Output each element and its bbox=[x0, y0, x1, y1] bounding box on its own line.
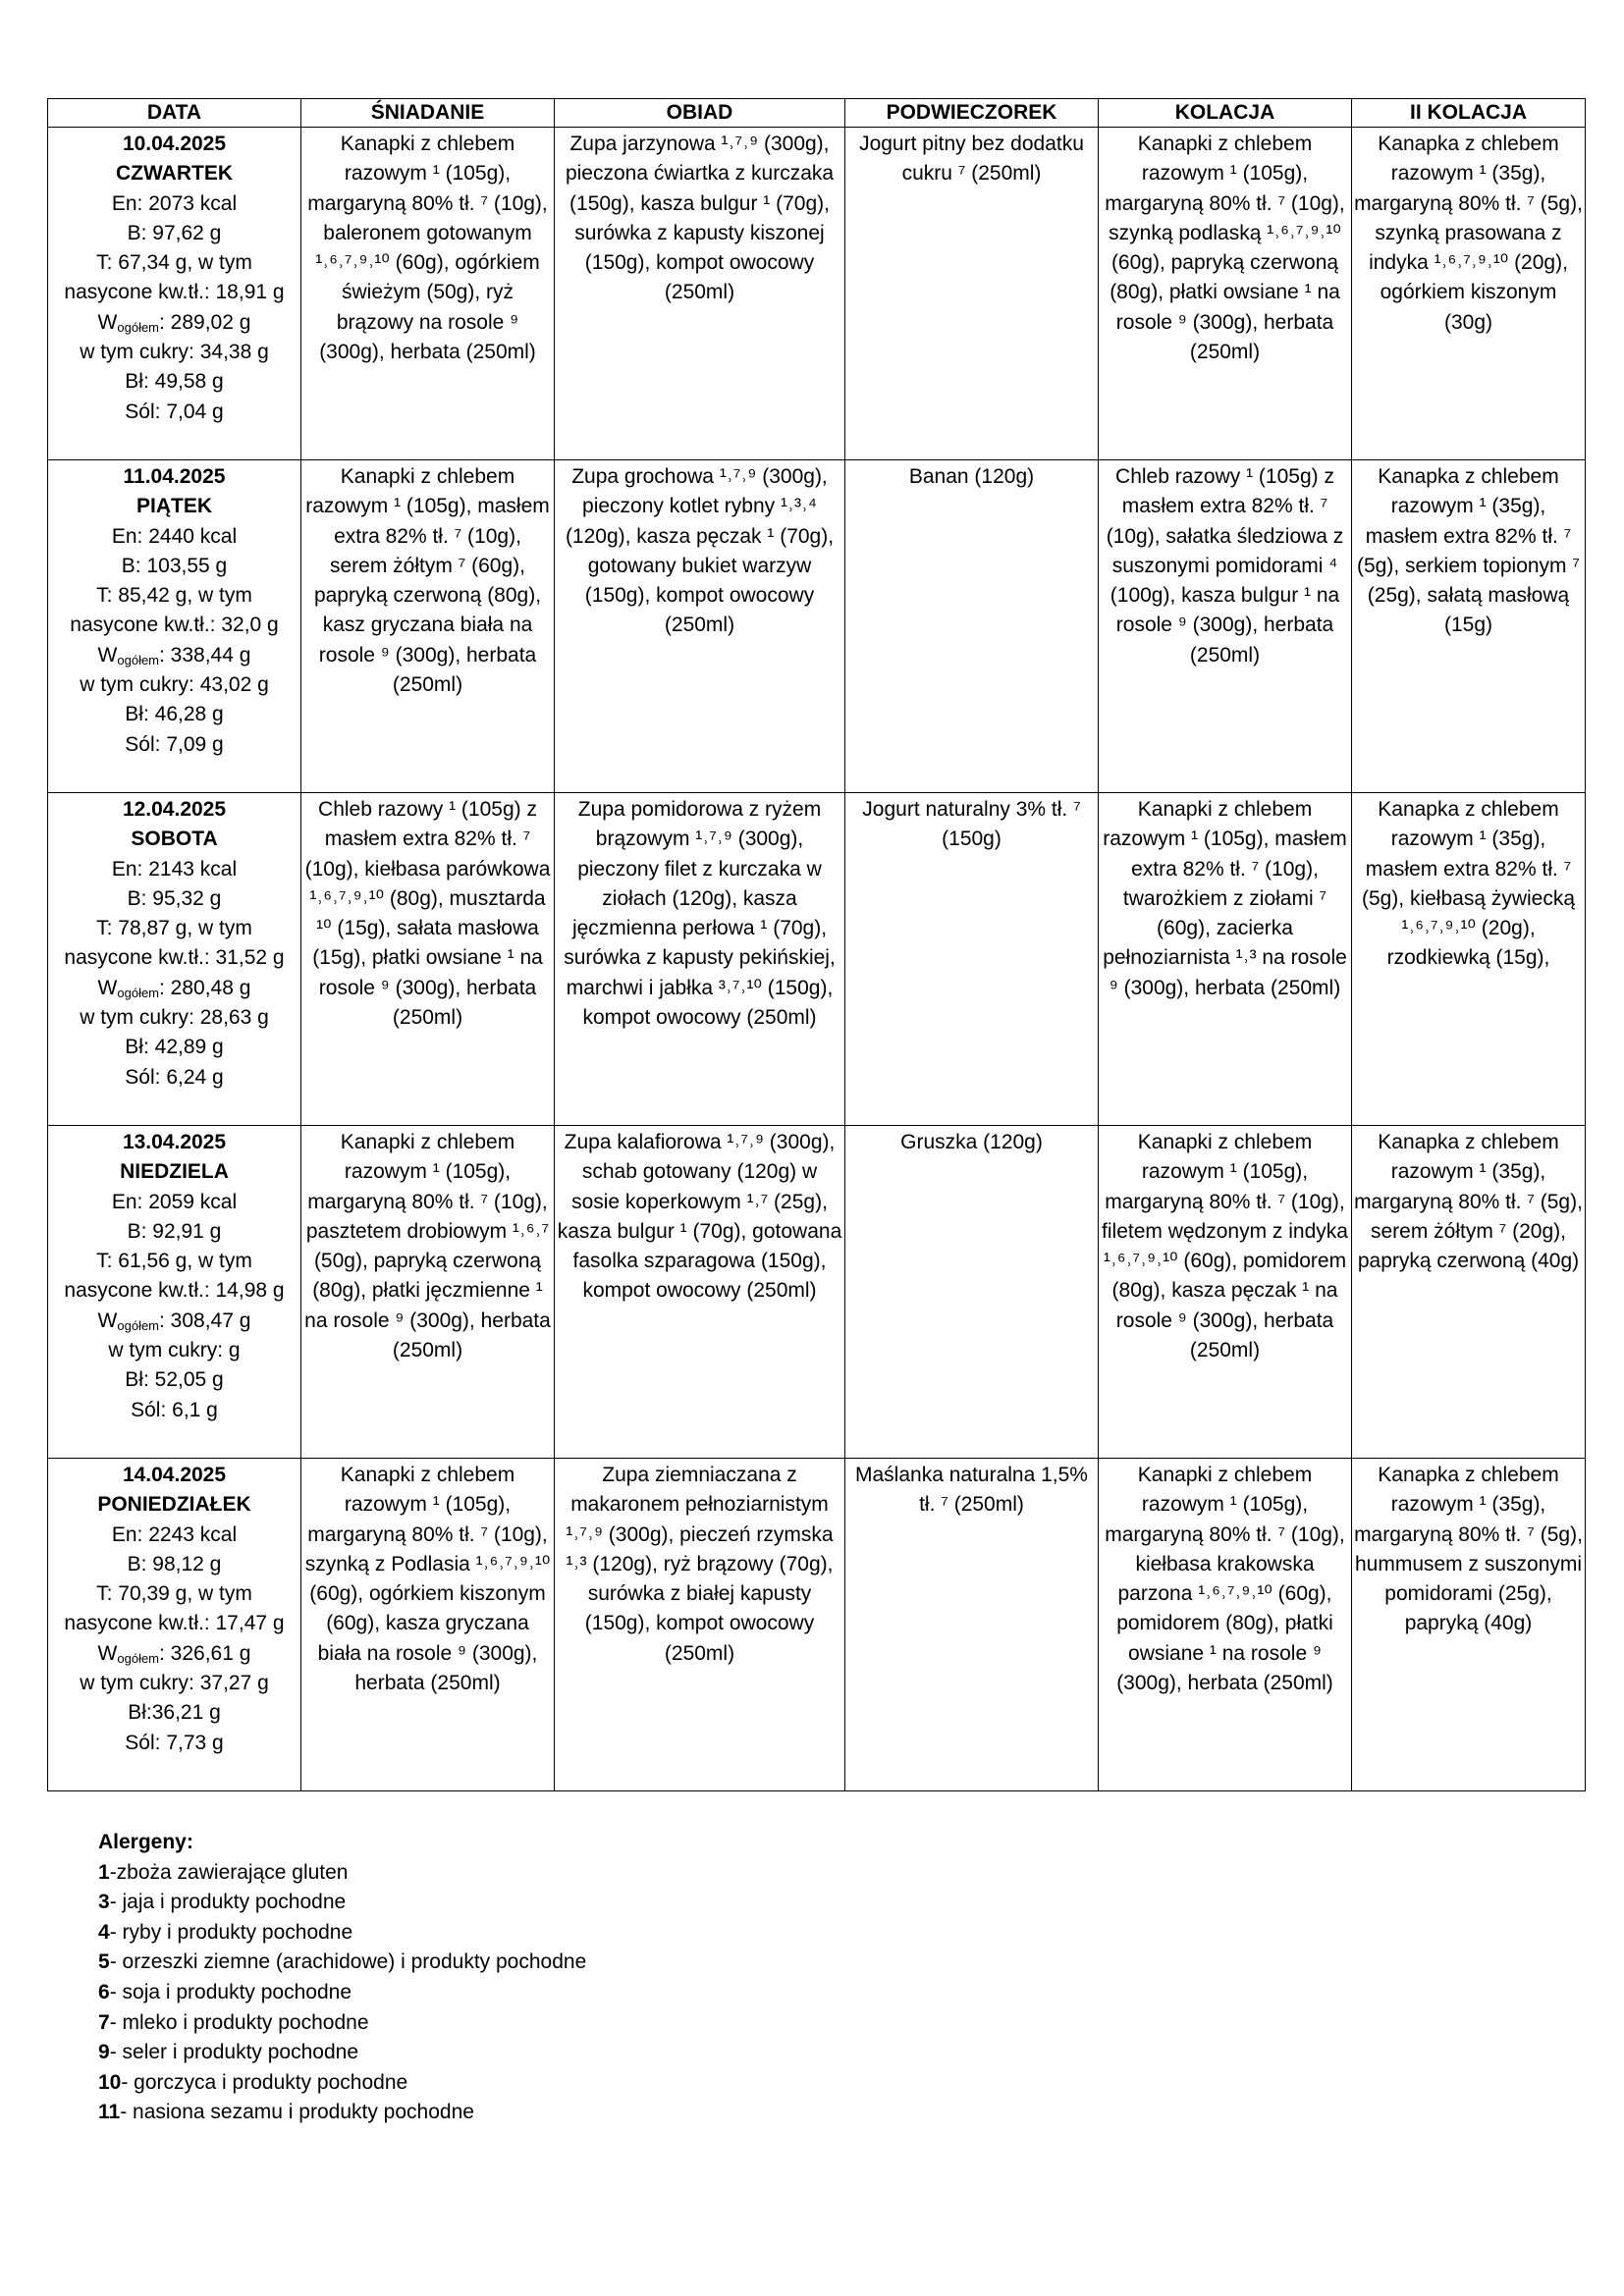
saturated-fat: nasycone kw.tł.: 32,0 g bbox=[70, 614, 279, 637]
dinner-cell: Kanapki z chlebem razowym ¹ (105g), margaryną 80% tł. ⁷ (10g), szynką podlaską ¹˒⁶˒⁷˒⁹˒¹⁰ (60g), papryką czerwoną (80g), płatki owsiane ¹ na rosole ⁹ (300g), herbata (250ml) bbox=[1099, 128, 1352, 460]
salt: Sól: 7,73 g bbox=[125, 1731, 224, 1754]
weekday: PONIEDZIAŁEK bbox=[97, 1493, 251, 1517]
breakfast-cell: Kanapki z chlebem razowym ¹ (105g), margaryną 80% tł. ⁷ (10g), szynką z Podlasia ¹˒⁶˒⁷˒⁹˒¹⁰ (60g), ogórkiem kiszonym (60g), kasza gryczana biała na rosole ⁹ (300g), herbata (250ml) bbox=[301, 1459, 555, 1791]
date-cell bbox=[48, 460, 301, 793]
late-dinner-cell: Kanapka z chlebem razowym ¹ (35g), margaryną 80% tł. ⁷ (5g), serem żółtym ⁷ (20g), papryką czerwoną (40g) bbox=[1352, 1126, 1586, 1459]
snack-cell: Jogurt naturalny 3% tł. ⁷ (150g) bbox=[845, 793, 1099, 1126]
snack-cell: Banan (120g) bbox=[845, 460, 1099, 793]
day-row bbox=[48, 460, 1586, 793]
salt: Sól: 6,1 g bbox=[131, 1398, 218, 1421]
header-late-dinner: II KOLACJA bbox=[1352, 99, 1586, 128]
allergen-item: 11- nasiona sezamu i produkty pochodne bbox=[98, 2101, 474, 2124]
weekday: NIEDZIELA bbox=[120, 1160, 229, 1184]
protein: B: 95,32 g bbox=[127, 886, 222, 910]
weekday: SOBOTA bbox=[131, 828, 218, 851]
meal-plan-table bbox=[47, 98, 1586, 1791]
date: 14.04.2025 bbox=[122, 1464, 227, 1486]
sugars: w tym cukry: 43,02 g bbox=[80, 673, 269, 697]
allergen-item: 10- gorczyca i produkty pochodne bbox=[98, 2070, 408, 2094]
weekday: CZWARTEK bbox=[116, 162, 233, 186]
saturated-fat: nasycone kw.tł.: 14,98 g bbox=[64, 1279, 285, 1303]
sugars: w tym cukry: 28,63 g bbox=[80, 1006, 269, 1030]
late-dinner-cell: Kanapka z chlebem razowym ¹ (35g), masłem extra 82% tł. ⁷ (5g), kiełbasą żywiecką ¹˒⁶˒⁷˒⁹˒¹⁰ (20g), rzodkiewką (15g), bbox=[1352, 793, 1586, 1126]
sugars: w tym cukry: 34,38 g bbox=[80, 341, 269, 364]
allergen-item: 4- ryby i produkty pochodne bbox=[98, 1920, 353, 1944]
protein: B: 97,62 g bbox=[127, 221, 222, 244]
allergens-title: Alergeny: bbox=[98, 1831, 193, 1853]
salt: Sól: 6,24 g bbox=[125, 1065, 224, 1089]
sugars: w tym cukry: g bbox=[108, 1339, 241, 1362]
protein: B: 98,12 g bbox=[127, 1552, 222, 1575]
fat: T: 78,87 g, w tym bbox=[96, 917, 252, 940]
date-cell bbox=[48, 1459, 301, 1791]
late-dinner-cell: Kanapka z chlebem razowym ¹ (35g), masłem extra 82% tł. ⁷ (5g), serkiem topionym ⁷ (25g), sałatą masłową (15g) bbox=[1352, 460, 1586, 793]
breakfast-cell: Chleb razowy ¹ (105g) z masłem extra 82% tł. ⁷ (10g), kiełbasa parówkowa ¹˒⁶˒⁷˒⁹˒¹⁰ (80g), musztarda ¹⁰ (15g), sałata masłowa (15g), płatki owsiane ¹ na rosole ⁹ (300g), herbata (250ml) bbox=[301, 793, 555, 1126]
carbohydrates: $W_{ogółem}$: 326,61 g bbox=[97, 1641, 251, 1666]
header-row bbox=[48, 99, 1586, 128]
protein: B: 92,91 g bbox=[127, 1219, 222, 1243]
saturated-fat: nasycone kw.tł.: 17,47 g bbox=[64, 1612, 285, 1635]
lunch-cell: Zupa jarzynowa ¹˒⁷˒⁹ (300g), pieczona ćwiartka z kurczaka (150g), kasza bulgur ¹ (70g), surówka z kapusty kiszonej (150g), kompot owocowy (250ml) bbox=[555, 128, 845, 460]
carbohydrates: $W_{ogółem}$: 289,02 g bbox=[97, 310, 251, 335]
allergen-item: 9- seler i produkty pochodne bbox=[98, 2041, 358, 2064]
dinner-cell: Kanapki z chlebem razowym ¹ (105g), margaryną 80% tł. ⁷ (10g), filetem wędzonym z indyka ¹˒⁶˒⁷˒⁹˒¹⁰ (60g), pomidorem (80g), kasza pęczak ¹ na rosole ⁹ (300g), herbata (250ml) bbox=[1099, 1126, 1352, 1459]
late-dinner-cell: Kanapka z chlebem razowym ¹ (35g), margaryną 80% tł. ⁷ (5g), hummusem z suszonymi pomidorami (25g), papryką (40g) bbox=[1352, 1459, 1586, 1791]
day-row bbox=[48, 1459, 1586, 1791]
salt: Sól: 7,04 g bbox=[125, 400, 224, 423]
header-breakfast: ŚNIADANIE bbox=[301, 99, 555, 128]
fiber: Bł: 46,28 g bbox=[125, 703, 224, 726]
sugars: w tym cukry: 37,27 g bbox=[80, 1672, 269, 1695]
fiber: Bł:36,21 g bbox=[128, 1701, 221, 1725]
date-cell bbox=[48, 1126, 301, 1459]
fat: T: 61,56 g, w tym bbox=[96, 1250, 252, 1273]
dinner-cell: Kanapki z chlebem razowym ¹ (105g), margaryną 80% tł. ⁷ (10g), kiełbasa krakowska parzona ¹˒⁶˒⁷˒⁹˒¹⁰ (60g), pomidorem (80g), płatki owsiane ¹ na rosole ⁹ (300g), herbata (250ml) bbox=[1099, 1459, 1352, 1791]
day-row bbox=[48, 128, 1586, 460]
allergen-item: 7- mleko i produkty pochodne bbox=[98, 2010, 369, 2034]
dinner-cell: Chleb razowy ¹ (105g) z masłem extra 82% tł. ⁷ (10g), sałatka śledziowa z suszonymi pomidorami ⁴ (100g), kasza bulgur ¹ na rosole ⁹ (300g), herbata (250ml) bbox=[1099, 460, 1352, 793]
saturated-fat: nasycone kw.tł.: 18,91 g bbox=[64, 281, 285, 304]
date: 13.04.2025 bbox=[122, 1131, 227, 1153]
header-dinner: KOLACJA bbox=[1099, 99, 1352, 128]
lunch-cell: Zupa kalafiorowa ¹˒⁷˒⁹ (300g), schab gotowany (120g) w sosie koperkowym ¹˒⁷ (25g), kasza bulgur ¹ (70g), gotowana fasolka szparagowa (150g), kompot owocowy (250ml) bbox=[555, 1126, 845, 1459]
carbohydrates: $W_{ogółem}$: 338,44 g bbox=[97, 643, 251, 667]
saturated-fat: nasycone kw.tł.: 31,52 g bbox=[64, 946, 285, 970]
carbohydrates: $W_{ogółem}$: 308,47 g bbox=[97, 1308, 251, 1333]
allergens-legend bbox=[98, 1828, 586, 2128]
lunch-cell: Zupa ziemniaczana z makaronem pełnoziarnistym ¹˒⁷˒⁹ (300g), pieczeń rzymska ¹˒³ (120g), ryż brązowy (70g), surówka z białej kapusty (150g), kompot owocowy (250ml) bbox=[555, 1459, 845, 1791]
lunch-cell: Zupa pomidorowa z ryżem brązowym ¹˒⁷˒⁹ (300g), pieczony filet z kurczaka w ziołach (120g), kasza jęczmienna perłowa ¹ (70g), surówka z kapusty pekińskiej, marchwi i jabłka ³˒⁷˒¹⁰ (150g), kompot owocowy (250ml) bbox=[555, 793, 845, 1126]
energy: En: 2073 kcal bbox=[111, 191, 238, 215]
snack-cell: Gruszka (120g) bbox=[845, 1126, 1099, 1459]
snack-cell: Jogurt pitny bez dodatku cukru ⁷ (250ml) bbox=[845, 128, 1099, 460]
date-cell bbox=[48, 128, 301, 460]
fiber: Bł: 52,05 g bbox=[125, 1368, 224, 1392]
lunch-cell: Zupa grochowa ¹˒⁷˒⁹ (300g), pieczony kotlet rybny ¹˒³˒⁴ (120g), kasza pęczak ¹ (70g), gotowany bukiet warzyw (150g), kompot owocowy (250ml) bbox=[555, 460, 845, 793]
energy: En: 2440 kcal bbox=[111, 524, 238, 548]
allergen-item: 6- soja i produkty pochodne bbox=[98, 1980, 352, 2003]
day-row bbox=[48, 1126, 1586, 1459]
carbohydrates: $W_{ogółem}$: 280,48 g bbox=[97, 976, 251, 1000]
allergen-item: 5- orzeszki ziemne (arachidowe) i produkty pochodne bbox=[98, 1950, 587, 1974]
header-date: DATA bbox=[48, 99, 301, 128]
weekday: PIĄTEK bbox=[135, 495, 212, 518]
day-row bbox=[48, 793, 1586, 1126]
salt: Sól: 7,09 g bbox=[125, 732, 224, 756]
late-dinner-cell: Kanapka z chlebem razowym ¹ (35g), margaryną 80% tł. ⁷ (5g), szynką prasowana z indyka ¹˒⁶˒⁷˒⁹˒¹⁰ (20g), ogórkiem kiszonym (30g) bbox=[1352, 128, 1586, 460]
fat: T: 67,34 g, w tym bbox=[96, 251, 252, 275]
fiber: Bł: 42,89 g bbox=[125, 1036, 224, 1059]
allergen-item: 3- jaja i produkty pochodne bbox=[98, 1891, 347, 1914]
snack-cell: Maślanka naturalna 1,5% tł. ⁷ (250ml) bbox=[845, 1459, 1099, 1791]
header-snack: PODWIECZOREK bbox=[845, 99, 1099, 128]
allergen-item: 1-zboża zawierające gluten bbox=[98, 1860, 349, 1884]
date-cell bbox=[48, 793, 301, 1126]
fat: T: 70,39 g, w tym bbox=[96, 1582, 252, 1606]
fiber: Bł: 49,58 g bbox=[125, 370, 224, 394]
fat: T: 85,42 g, w tym bbox=[96, 584, 252, 608]
header-lunch: OBIAD bbox=[555, 99, 845, 128]
date: 11.04.2025 bbox=[123, 465, 226, 488]
breakfast-cell: Kanapki z chlebem razowym ¹ (105g), margaryną 80% tł. ⁷ (10g), baleronem gotowanym ¹˒⁶˒⁷˒⁹˒¹⁰ (60g), ogórkiem świeżym (50g), ryż brązowy na rosole ⁹ (300g), herbata (250ml) bbox=[301, 128, 555, 460]
breakfast-cell: Kanapki z chlebem razowym ¹ (105g), margaryną 80% tł. ⁷ (10g), pasztetem drobiowym ¹˒⁶˒⁷ (50g), papryką czerwoną (80g), płatki jęczmienne ¹ na rosole ⁹ (300g), herbata (250ml) bbox=[301, 1126, 555, 1459]
protein: B: 103,55 g bbox=[121, 554, 228, 577]
dinner-cell: Kanapki z chlebem razowym ¹ (105g), masłem extra 82% tł. ⁷ (10g), twarożkiem z ziołami ⁷ (60g), zacierka pełnoziarnista ¹˒³ na rosole ⁹ (300g), herbata (250ml) bbox=[1099, 793, 1352, 1126]
energy: En: 2243 kcal bbox=[111, 1522, 238, 1546]
date: 12.04.2025 bbox=[122, 798, 227, 821]
breakfast-cell: Kanapki z chlebem razowym ¹ (105g), masłem extra 82% tł. ⁷ (10g), serem żółtym ⁷ (60g), papryką czerwoną (80g), kasz gryczana biała na rosole ⁹ (300g), herbata (250ml) bbox=[301, 460, 555, 793]
energy: En: 2143 kcal bbox=[111, 857, 238, 881]
energy: En: 2059 kcal bbox=[111, 1190, 238, 1213]
date: 10.04.2025 bbox=[122, 133, 227, 155]
